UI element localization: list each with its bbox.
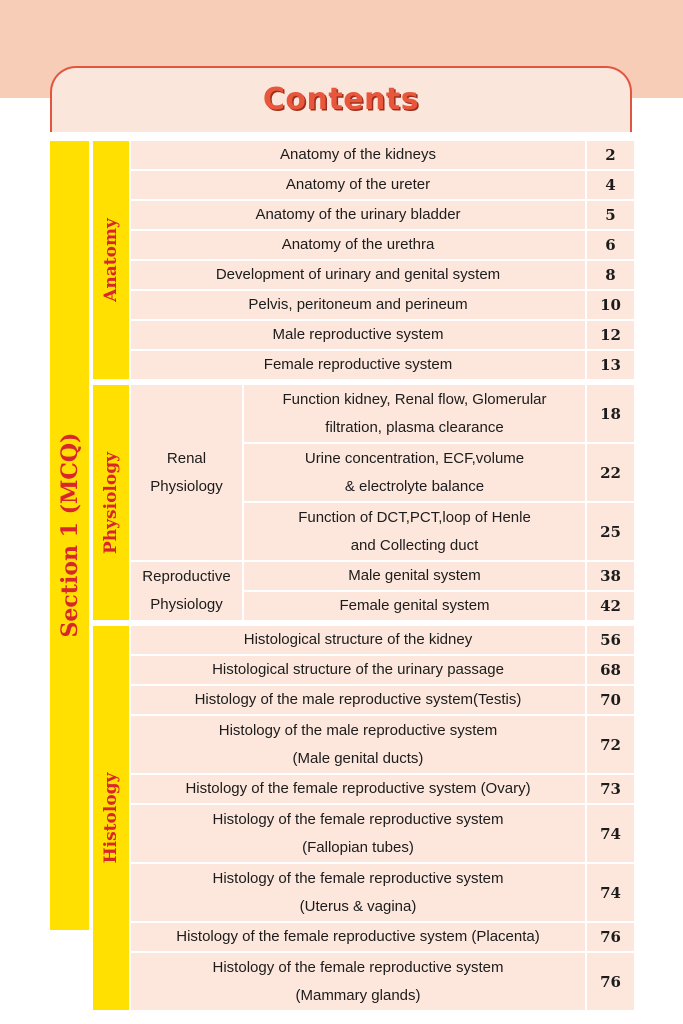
- toc-entry-page: 73: [587, 775, 634, 803]
- toc-entry-topic: [131, 626, 585, 654]
- toc-entry-topic: [131, 351, 585, 379]
- cell-text: Female genital system: [339, 597, 490, 614]
- cell-text: Renal Physiology: [150, 449, 223, 495]
- toc-entry-page: 72: [587, 716, 634, 773]
- toc-entry-page: 10: [587, 291, 634, 319]
- toc-entry-topic: [244, 592, 585, 620]
- toc-entry-topic: [131, 923, 585, 951]
- toc-group-label: Anatomy: [101, 218, 121, 302]
- toc-entry-topic: [131, 141, 585, 169]
- cell-text: Histological structure of the kidney: [243, 631, 473, 648]
- toc-entry-page: 25: [587, 503, 634, 560]
- cell-text: Urine concentration, ECF,volume & electrolyte balance: [304, 449, 525, 495]
- toc-entry-page: 13: [587, 351, 634, 379]
- toc-entry-page: 6: [587, 231, 634, 259]
- cell-text: Anatomy of the urinary bladder: [255, 206, 461, 223]
- cell-text: Histology of the male reproductive system (Male genital ducts): [218, 721, 498, 767]
- toc-entry-page: 76: [587, 953, 634, 1010]
- page-title: Contents: [262, 82, 420, 117]
- toc-group-label: Physiology: [101, 451, 121, 554]
- toc-entry-topic: [131, 231, 585, 259]
- cell-text: Function kidney, Renal flow, Glomerular filtration, plasma clearance: [282, 390, 547, 436]
- toc-entry-page: 56: [587, 626, 634, 654]
- cell-text: Histology of the female reproductive system (Placenta): [176, 928, 540, 945]
- toc-entry-page: 18: [587, 385, 634, 442]
- toc-entry-topic: [244, 503, 585, 560]
- toc-entry-page: 38: [587, 562, 634, 590]
- cell-text: Pelvis, peritoneum and perineum: [248, 296, 468, 313]
- toc-entry-page: 74: [587, 805, 634, 862]
- cell-text: Histology of the female reproductive system (Uterus & vagina): [212, 869, 504, 915]
- cell-text: Male genital system: [348, 567, 481, 584]
- toc-entry-page: 70: [587, 686, 634, 714]
- toc-entry-topic: [244, 385, 585, 442]
- toc-entry-topic: [131, 291, 585, 319]
- toc-group-label: Histology: [101, 772, 121, 864]
- cell-text: Histology of the female reproductive system (Ovary): [185, 780, 531, 797]
- toc-entry-topic: [244, 444, 585, 501]
- toc-entry-page: 22: [587, 444, 634, 501]
- toc-entry-topic: [131, 321, 585, 349]
- toc-entry-topic: [131, 171, 585, 199]
- toc-entry-page: 4: [587, 171, 634, 199]
- cell-text: Histology of the female reproductive system (Fallopian tubes): [212, 810, 504, 856]
- cell-text: Anatomy of the urethra: [281, 236, 435, 253]
- section-label: Section 1 (MCQ): [57, 432, 83, 638]
- toc-subgroup-label: [131, 562, 242, 620]
- cell-text: Male reproductive system: [272, 326, 444, 343]
- toc-entry-topic: [131, 805, 585, 862]
- cell-text: Histological structure of the urinary passage: [212, 661, 504, 678]
- toc-entry-topic: [131, 261, 585, 289]
- toc-entry-topic: [131, 716, 585, 773]
- toc-entry-page: 5: [587, 201, 634, 229]
- toc-entry-page: 2: [587, 141, 634, 169]
- toc-entry-page: 68: [587, 656, 634, 684]
- cell-text: Anatomy of the ureter: [285, 176, 431, 193]
- toc-entry-topic: [131, 686, 585, 714]
- toc-entry-topic: [131, 864, 585, 921]
- toc-entry-page: 74: [587, 864, 634, 921]
- toc-entry-topic: [131, 775, 585, 803]
- cell-text: Anatomy of the kidneys: [280, 146, 436, 163]
- toc-entry-topic: [131, 953, 585, 1010]
- cell-text: Function of DCT,PCT,loop of Henle and Collecting duct: [298, 508, 531, 554]
- toc-entry-topic: [244, 562, 585, 590]
- cell-text: Histology of the female reproductive system (Mammary glands): [212, 958, 504, 1004]
- toc-entry-topic: [131, 201, 585, 229]
- toc-entry-page: 12: [587, 321, 634, 349]
- cell-text: Development of urinary and genital system: [215, 266, 501, 283]
- cell-text: Reproductive Physiology: [142, 568, 231, 613]
- cell-text: Female reproductive system: [263, 356, 453, 373]
- toc-entry-page: 42: [587, 592, 634, 620]
- toc-entry-page: 8: [587, 261, 634, 289]
- toc-entry-topic: [131, 656, 585, 684]
- toc-entry-page: 76: [587, 923, 634, 951]
- cell-text: Histology of the male reproductive system(Testis): [194, 691, 522, 708]
- toc-subgroup-label: [131, 385, 242, 560]
